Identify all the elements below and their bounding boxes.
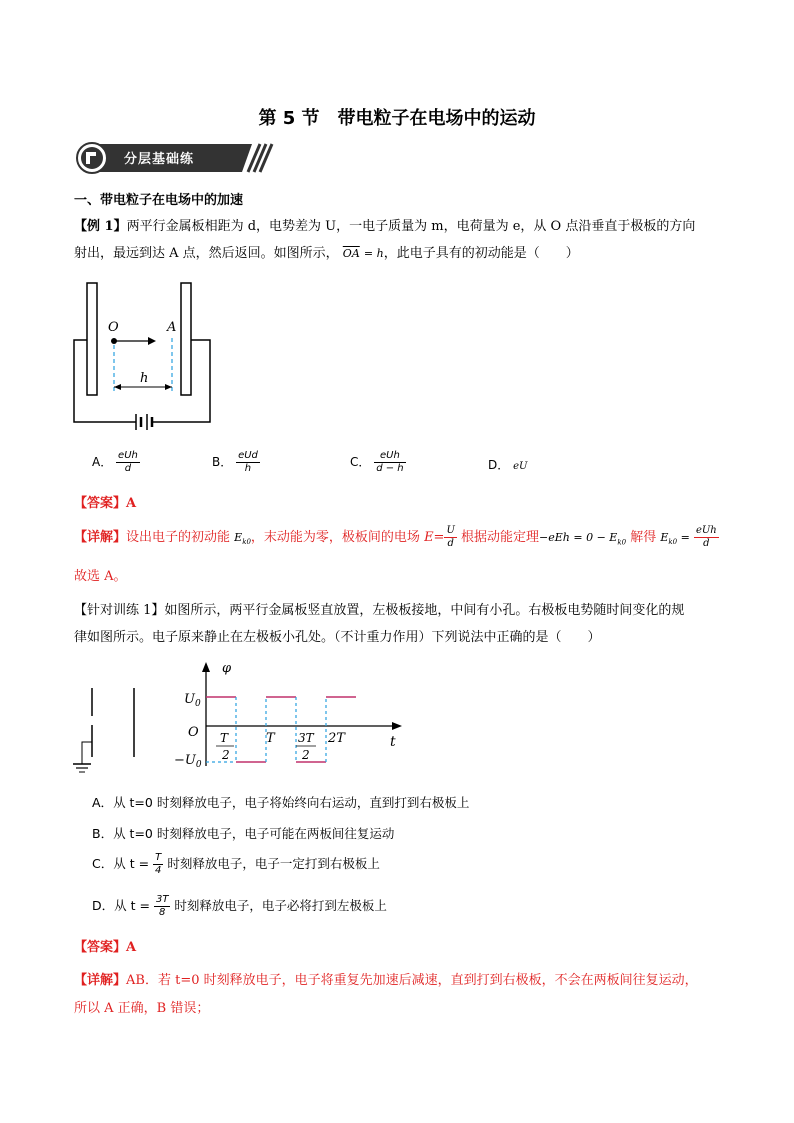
eq-h: = h (363, 247, 384, 260)
tick-t-half-den: 2 (222, 748, 230, 762)
training-detail: 【详解】AB．若 t=0 时刻释放电子，电子将重复先加速后减速，直到打到右极板，不会在两板间往复运动， 所以 A 正确，B 错误； (74, 973, 698, 1016)
example-line-2a: 射出，最远到达 A 点，然后返回。如图所示， (74, 246, 339, 261)
training-option-d: D．从 t = $\frac{3T}{8}$ 时刻释放电子，电子必将打到左极板上 (92, 894, 387, 918)
banner-label: 分层基础练 (124, 152, 195, 167)
training-option-a: A．从 t=0 时刻释放电子，电子将始终向右运动，直到打到右极板上 (92, 795, 470, 810)
section-heading: 一、带电粒子在电场中的加速 (74, 193, 244, 208)
tick-3t-half-den: 2 (302, 748, 310, 762)
origin-label: O (188, 725, 199, 740)
neg-u0-label: $-U_0$ (174, 753, 202, 770)
training-tag: 【针对训练 1】 (74, 603, 165, 618)
label-h: h (140, 371, 149, 386)
t-axis-label: t (390, 734, 396, 750)
example-detail: 【详解】设出电子的初动能 $E_{k0}$，末动能为零，极板间的电场 E= $\frac{U}{d}$ 根据动能定理$-eEh = 0 - E_{k0}$ 解得 $E_{k0}$ = $\frac{\text{eUh}}{d}$ (74, 525, 717, 549)
segment-oa: $\overline{OA}$ (342, 247, 360, 260)
potential-graph-figure (70, 660, 410, 782)
tick-t-half-num: T (220, 731, 229, 745)
training-line-1: 如图所示，两平行金属板竖直放置，左极板接地，中间有小孔。右极板电势随时间变化的规 (164, 603, 685, 618)
training-option-b: B．从 t=0 时刻释放电子，电子可能在两板间往复运动 (92, 826, 395, 841)
example-conclusion: 故选 A。 (74, 569, 127, 584)
capacitor-figure (70, 280, 220, 438)
example-option-c: C． $\frac{\text{eUh}}{d - h}$ (350, 450, 404, 474)
tick-2t: 2T (328, 731, 345, 746)
example-option-b: B． $\frac{\text{eUd}}{h}$ (212, 450, 258, 474)
training-1-stem (74, 597, 724, 651)
example-option-d: D． eU (488, 458, 528, 472)
example-1-stem (74, 213, 724, 267)
phi-label: φ (222, 661, 232, 676)
training-answer: 【答案】A (74, 940, 137, 955)
tick-3t-half-num: 3T (298, 731, 314, 745)
page-title: 第 5 节 带电粒子在电场中的运动 (258, 108, 536, 129)
u0-label: $U_0$ (184, 692, 201, 709)
tick-t: T (266, 731, 275, 746)
label-o: O (108, 320, 119, 335)
example-answer: 【答案】A (74, 496, 137, 511)
example-line-2b: ，此电子具有的初动能是（ ） (383, 246, 579, 261)
example-line-1: 两平行金属板相距为 d，电势差为 U，一电子质量为 m，电荷量为 e，从 O 点沿垂直于极板的方向 (126, 219, 696, 234)
training-line-2: 律如图所示。电子原来静止在左极板小孔处。（不计重力作用）下列说法中正确的是（ ） (74, 630, 601, 645)
example-option-a: A． $\frac{\text{eUh}}{d}$ (92, 450, 138, 474)
training-option-c: C．从 t = $\frac{T}{4}$ 时刻释放电子，电子一定打到右极板上 (92, 852, 380, 876)
example-tag: 【例 1】 (74, 219, 127, 234)
label-a: A (167, 320, 177, 335)
